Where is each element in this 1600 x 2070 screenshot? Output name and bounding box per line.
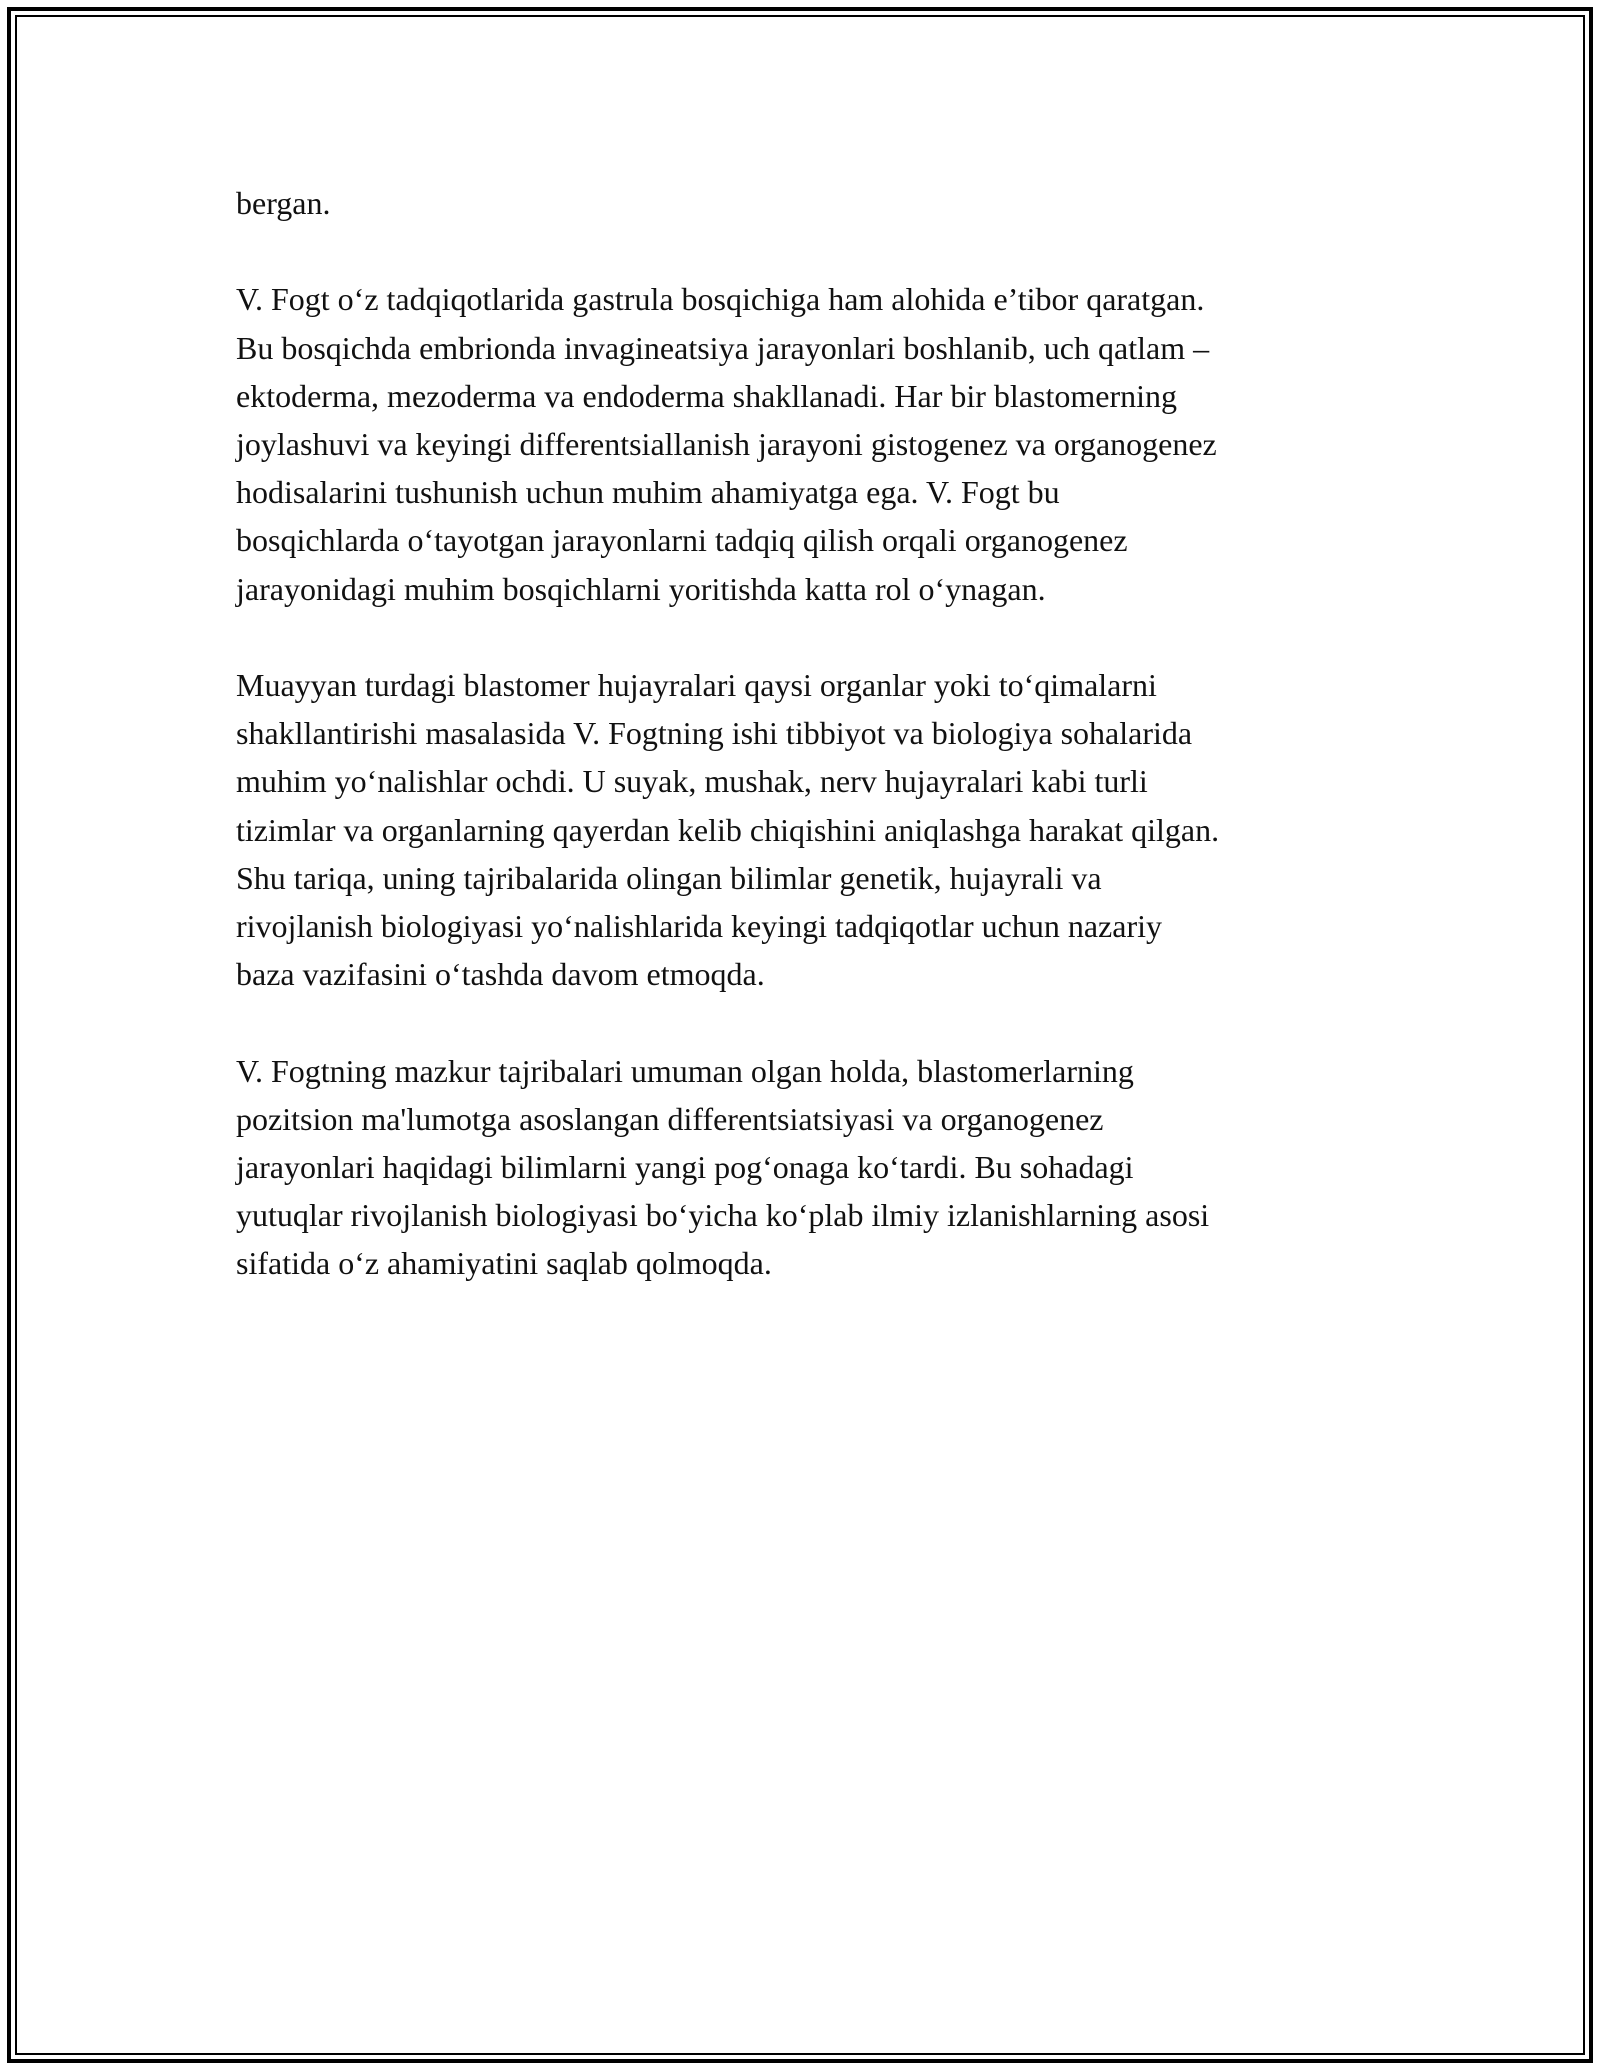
text-line: sifatida o‘z ahamiyatini saqlab qolmoqda. (236, 1245, 772, 1282)
text-line: bosqichlarda o‘tayotgan jarayonlarni tadqiq qilish orqali organogenez (236, 522, 1128, 559)
text-line: joylashuvi va keyingi differentsiallanish jarayoni gistogenez va organogenez (236, 426, 1217, 462)
paragraph-1 (236, 179, 1366, 227)
text-line: Bu bosqichda embrionda invagineatsiya jarayonlari boshlanib, uch qatlam – (236, 329, 1210, 366)
document-body (236, 179, 1366, 1336)
paragraph-4 (236, 1047, 1366, 1288)
text-line: bergan. (236, 185, 331, 221)
text-line: Shu tariqa, uning tajribalarida olingan bilimlar genetik, hujayrali va (236, 859, 1102, 896)
text-line: baza vazifasini o‘tashda davom etmoqda. (236, 956, 765, 993)
text-line: jarayonlari haqidagi bilimlarni yangi pog‘onaga ko‘tardi. Bu sohadagi (236, 1149, 1134, 1186)
text-line: V. Fogtning mazkur tajribalari umuman olgan holda, blastomerlarning (236, 1052, 1134, 1089)
text-line: tizimlar va organlarning qayerdan kelib chiqishini aniqlashga harakat qilgan. (236, 811, 1220, 848)
text-line: Muayyan turdagi blastomer hujayralari qaysi organlar yoki to‘qimalarni (236, 667, 1157, 703)
text-line: yutuqlar rivojlanish biologiyasi bo‘yicha ko‘plab ilmiy izlanishlarning asosi (236, 1197, 1210, 1234)
text-line: shakllantirishi masalasida V. Fogtning ishi tibbiyot va biologiya sohalarida (236, 715, 1193, 752)
text-line: pozitsion ma'lumotga asoslangan differentsiatsiyasi va organogenez (236, 1100, 1104, 1137)
paragraph-2 (236, 275, 1366, 612)
text-line: rivojlanish biologiyasi yo‘nalishlarida keyingi tadqiqotlar uchun nazariy (236, 908, 1162, 945)
text-line: V. Fogt o‘z tadqiqotlarida gastrula bosqichiga ham alohida e’tibor qaratgan. (236, 281, 1205, 318)
paragraph-3 (236, 661, 1366, 998)
text-line: ektoderma, mezoderma va endoderma shakllanadi. Har bir blastomerning (236, 377, 1177, 414)
text-line: jarayonidagi muhim bosqichlarni yoritishda katta rol o‘ynagan. (236, 570, 1046, 607)
text-line: muhim yo‘nalishlar ochdi. U suyak, mushak, nerv hujayralari kabi turli (236, 763, 1148, 800)
text-line: hodisalarini tushunish uchun muhim ahamiyatga ega. V. Fogt bu (236, 474, 1060, 511)
